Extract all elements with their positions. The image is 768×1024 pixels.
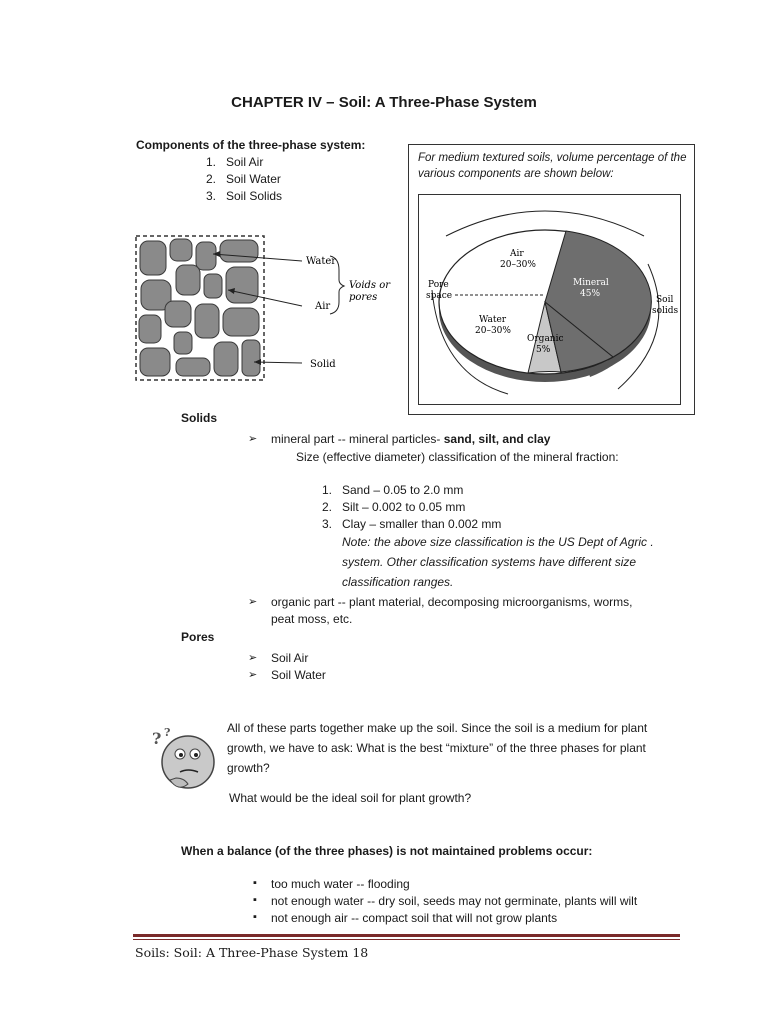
size-item-silt: 2. Silt – 0.002 to 0.05 mm xyxy=(322,500,466,514)
size-classification-line: Size (effective diameter) classification of the mineral fraction: xyxy=(296,450,619,464)
mineral-part-line: ➢ mineral part -- mineral particles- sand, silt, and clay xyxy=(271,432,550,446)
pie-mineral-label: Mineral xyxy=(573,278,609,288)
pie-mineral-value: 45% xyxy=(580,289,601,299)
pores-item-water: ➢ Soil Water xyxy=(271,668,326,682)
footer-rule-thin xyxy=(133,939,680,940)
balance-item-2: ▪ not enough water -- dry soil, seeds may not germinate, plants will wilt xyxy=(271,894,637,908)
pores-label: pores xyxy=(349,292,378,303)
solids-heading: Solids xyxy=(181,411,218,425)
pores-heading: Pores xyxy=(181,630,215,644)
footer-rule xyxy=(133,934,680,937)
soil-structure-diagram xyxy=(134,232,396,384)
pie-space-label: space xyxy=(426,291,453,301)
note-line-1: Note: the above size classification is the US Dept of Agric . xyxy=(342,535,654,549)
pores-item-air: ➢ Soil Air xyxy=(271,651,308,665)
pie-pore-label: Pore xyxy=(428,280,449,290)
pie-water-value: 20–30% xyxy=(475,326,511,336)
svg-text:?: ? xyxy=(164,726,171,739)
pie-air-value: 20–30% xyxy=(500,260,536,270)
pie-solids-label: solids xyxy=(652,306,679,316)
think-paragraph: All of these parts together make up the soil. Since the soil is a medium for plant growth, we have to ask: What is the best “mixture” of the three phases for plant growth? xyxy=(227,721,648,775)
note-line-2: system. Other classification systems have different size xyxy=(342,555,637,569)
pie-soil-label: Soil xyxy=(656,295,674,305)
think-question: What would be the ideal soil for plant growth? xyxy=(229,791,472,805)
size-item-sand: 1. Sand – 0.05 to 2.0 mm xyxy=(322,483,464,497)
voids-label: Voids or xyxy=(349,280,391,291)
components-heading: Components of the three-phase system: xyxy=(136,138,366,152)
organic-part-line-2: peat moss, etc. xyxy=(271,612,353,626)
components-item-3: 3. Soil Solids xyxy=(206,189,283,203)
svg-text:?: ? xyxy=(152,729,162,748)
organic-part-line: ➢ organic part -- plant material, decomposing microorganisms, worms, xyxy=(271,595,632,609)
components-item-2: 2. Soil Water xyxy=(206,172,281,186)
pie-air-label: Air xyxy=(510,249,524,259)
balance-item-3: ▪ not enough air -- compact soil that will not grow plants xyxy=(271,911,557,925)
pie-caption: For medium textured soils, volume percentage of the various components are shown below: xyxy=(418,152,687,180)
pie-water-label: Water xyxy=(479,315,507,325)
balance-heading: When a balance (of the three phases) is not maintained problems occur: xyxy=(181,844,593,858)
balance-item-1: ▪ too much water -- flooding xyxy=(271,877,410,891)
air-label: Air xyxy=(315,301,331,312)
pie-organic-value: 5% xyxy=(536,345,551,355)
page-title: CHAPTER IV – Soil: A Three-Phase System xyxy=(231,94,537,111)
page-footer: Soils: Soil: A Three-Phase System 18 xyxy=(135,945,369,960)
solid-label: Solid xyxy=(310,359,336,370)
thinking-face-icon xyxy=(148,722,220,794)
water-label: Water xyxy=(306,256,337,267)
soil-composition-pie xyxy=(418,194,681,405)
note-line-3: classification ranges. xyxy=(342,575,454,589)
pie-organic-label: Organic xyxy=(527,334,564,344)
size-item-clay: 3. Clay – smaller than 0.002 mm xyxy=(322,517,502,531)
components-item-1: 1. Soil Air xyxy=(206,155,264,169)
